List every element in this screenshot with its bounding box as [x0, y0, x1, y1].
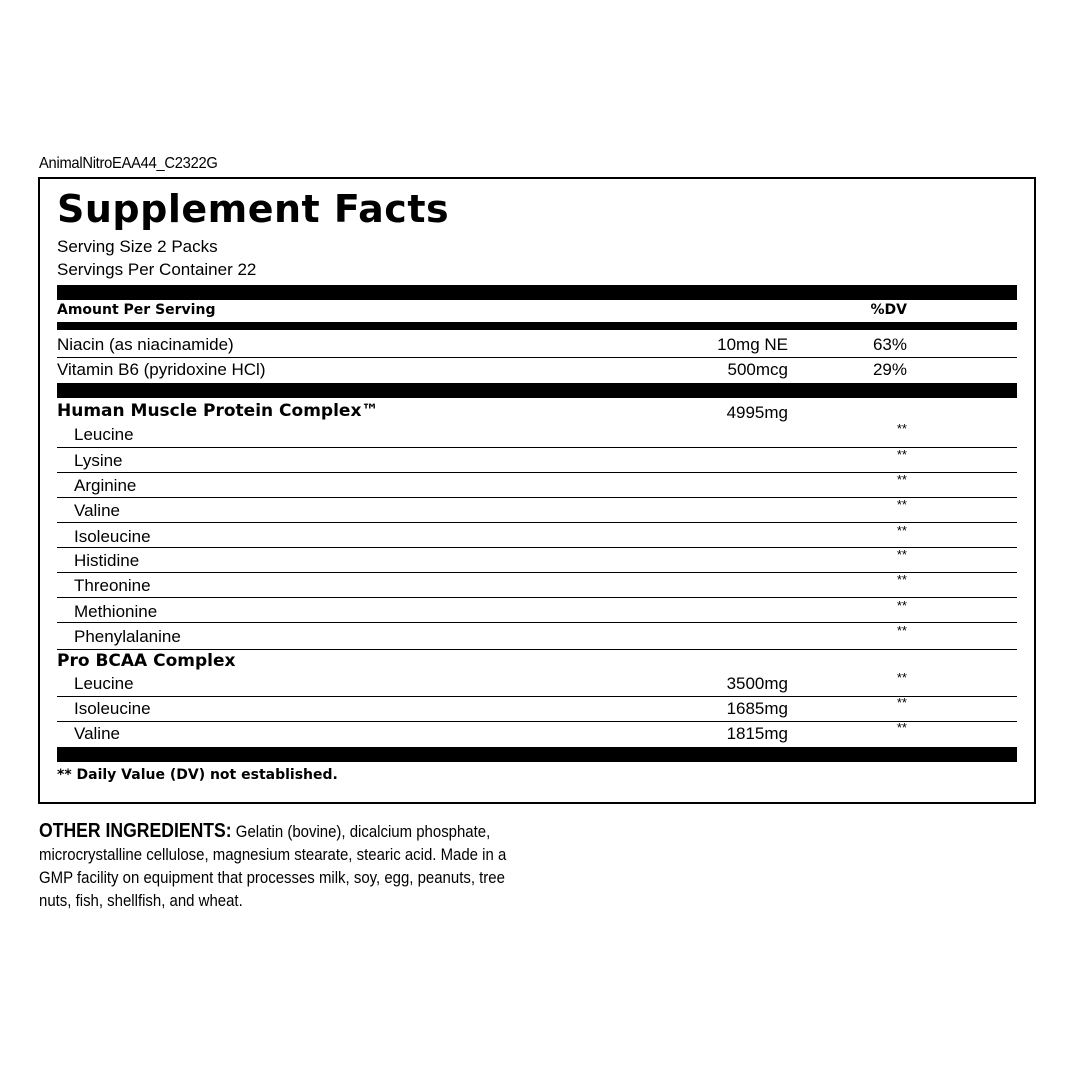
row-divider	[57, 649, 1017, 650]
ingredient-name: Lysine	[74, 451, 123, 470]
ingredient-row	[57, 670, 1017, 698]
nutrient-amount: 10mg NE	[717, 335, 788, 354]
ingredient-name: Valine	[74, 724, 120, 743]
row-divider	[57, 696, 1017, 697]
nutrient-dv: 63%	[872, 335, 907, 354]
supplement-facts-panel	[38, 177, 1036, 804]
blend-amount-row	[57, 403, 1017, 427]
facts-title: Supplement Facts	[57, 187, 450, 231]
row-divider	[57, 721, 1017, 722]
row-divider	[57, 472, 1017, 473]
ingredient-name: Histidine	[74, 551, 140, 570]
blend-title-protein-complex: Human Muscle Protein Complex™	[57, 401, 379, 421]
nutrient-dv: 29%	[872, 360, 907, 379]
nutrient-name: Vitamin B6 (pyridoxine HCl)	[57, 360, 266, 379]
other-ingredients-text: Gelatin (bovine), dicalcium phosphate, microcrystalline cellulose, magnesium stearate, stearic acid. Made in a GMP facility on equipment that processes milk, soy, egg, peanuts, tree nuts, fish, shellfish, and wheat.	[39, 822, 507, 910]
row-divider	[57, 522, 1017, 523]
ingredient-name: Isoleucine	[74, 699, 151, 718]
row-divider	[57, 597, 1017, 598]
ingredient-name: Valine	[74, 501, 120, 520]
blend-title-bcaa-complex: Pro BCAA Complex	[57, 651, 236, 671]
other-ingredients-label: OTHER INGREDIENTS:	[39, 820, 232, 842]
row-divider	[57, 357, 1017, 358]
ingredient-dv: **	[896, 695, 907, 710]
ingredient-dv: **	[896, 447, 907, 462]
row-divider	[57, 572, 1017, 573]
row-divider	[57, 497, 1017, 498]
ingredient-name: Leucine	[74, 425, 134, 444]
other-ingredients	[39, 820, 532, 912]
ingredient-dv: **	[896, 720, 907, 735]
ingredient-row	[57, 695, 1017, 723]
ingredient-name: Phenylalanine	[74, 627, 181, 646]
ingredient-dv: **	[896, 547, 907, 562]
ingredient-name: Methionine	[74, 602, 158, 621]
ingredient-name: Leucine	[74, 674, 134, 693]
dv-header: %DV	[870, 302, 907, 318]
nutrient-amount: 500mcg	[727, 360, 788, 379]
ingredient-dv: **	[896, 421, 907, 436]
ingredient-dv: **	[896, 497, 907, 512]
ingredient-dv: **	[896, 623, 907, 638]
nutrient-row-niacin	[57, 335, 1017, 359]
ingredient-dv: **	[896, 472, 907, 487]
thick-divider	[57, 747, 1017, 762]
ingredient-dv: **	[896, 572, 907, 587]
thick-divider	[57, 383, 1017, 398]
medium-divider	[57, 322, 1017, 330]
ingredient-name: Threonine	[74, 576, 151, 595]
blend-amount: 4995mg	[726, 403, 788, 422]
ingredient-dv: **	[896, 523, 907, 538]
ingredient-amount: 1815mg	[726, 724, 788, 743]
thick-divider	[57, 285, 1017, 300]
ingredient-dv: **	[896, 670, 907, 685]
serving-size: Serving Size 2 Packs	[57, 237, 218, 256]
dv-footnote: ** Daily Value (DV) not established.	[57, 767, 338, 783]
ingredient-amount: 3500mg	[726, 674, 788, 693]
row-divider	[57, 622, 1017, 623]
ingredient-amount: 1685mg	[726, 699, 788, 718]
nutrient-row-vitamin-b6	[57, 360, 1017, 384]
ingredient-dv: **	[896, 598, 907, 613]
product-code: AnimalNitroEAA44_C2322G	[39, 155, 218, 172]
nutrient-name: Niacin (as niacinamide)	[57, 335, 234, 354]
ingredient-name: Isoleucine	[74, 527, 151, 546]
servings-per-container: Servings Per Container 22	[57, 260, 257, 279]
row-divider	[57, 547, 1017, 548]
ingredient-row	[57, 623, 1017, 651]
ingredient-name: Arginine	[74, 476, 137, 495]
ingredient-row	[57, 421, 1017, 449]
row-divider	[57, 447, 1017, 448]
amount-per-serving-header: Amount Per Serving	[57, 302, 216, 318]
ingredient-row	[57, 720, 1017, 748]
